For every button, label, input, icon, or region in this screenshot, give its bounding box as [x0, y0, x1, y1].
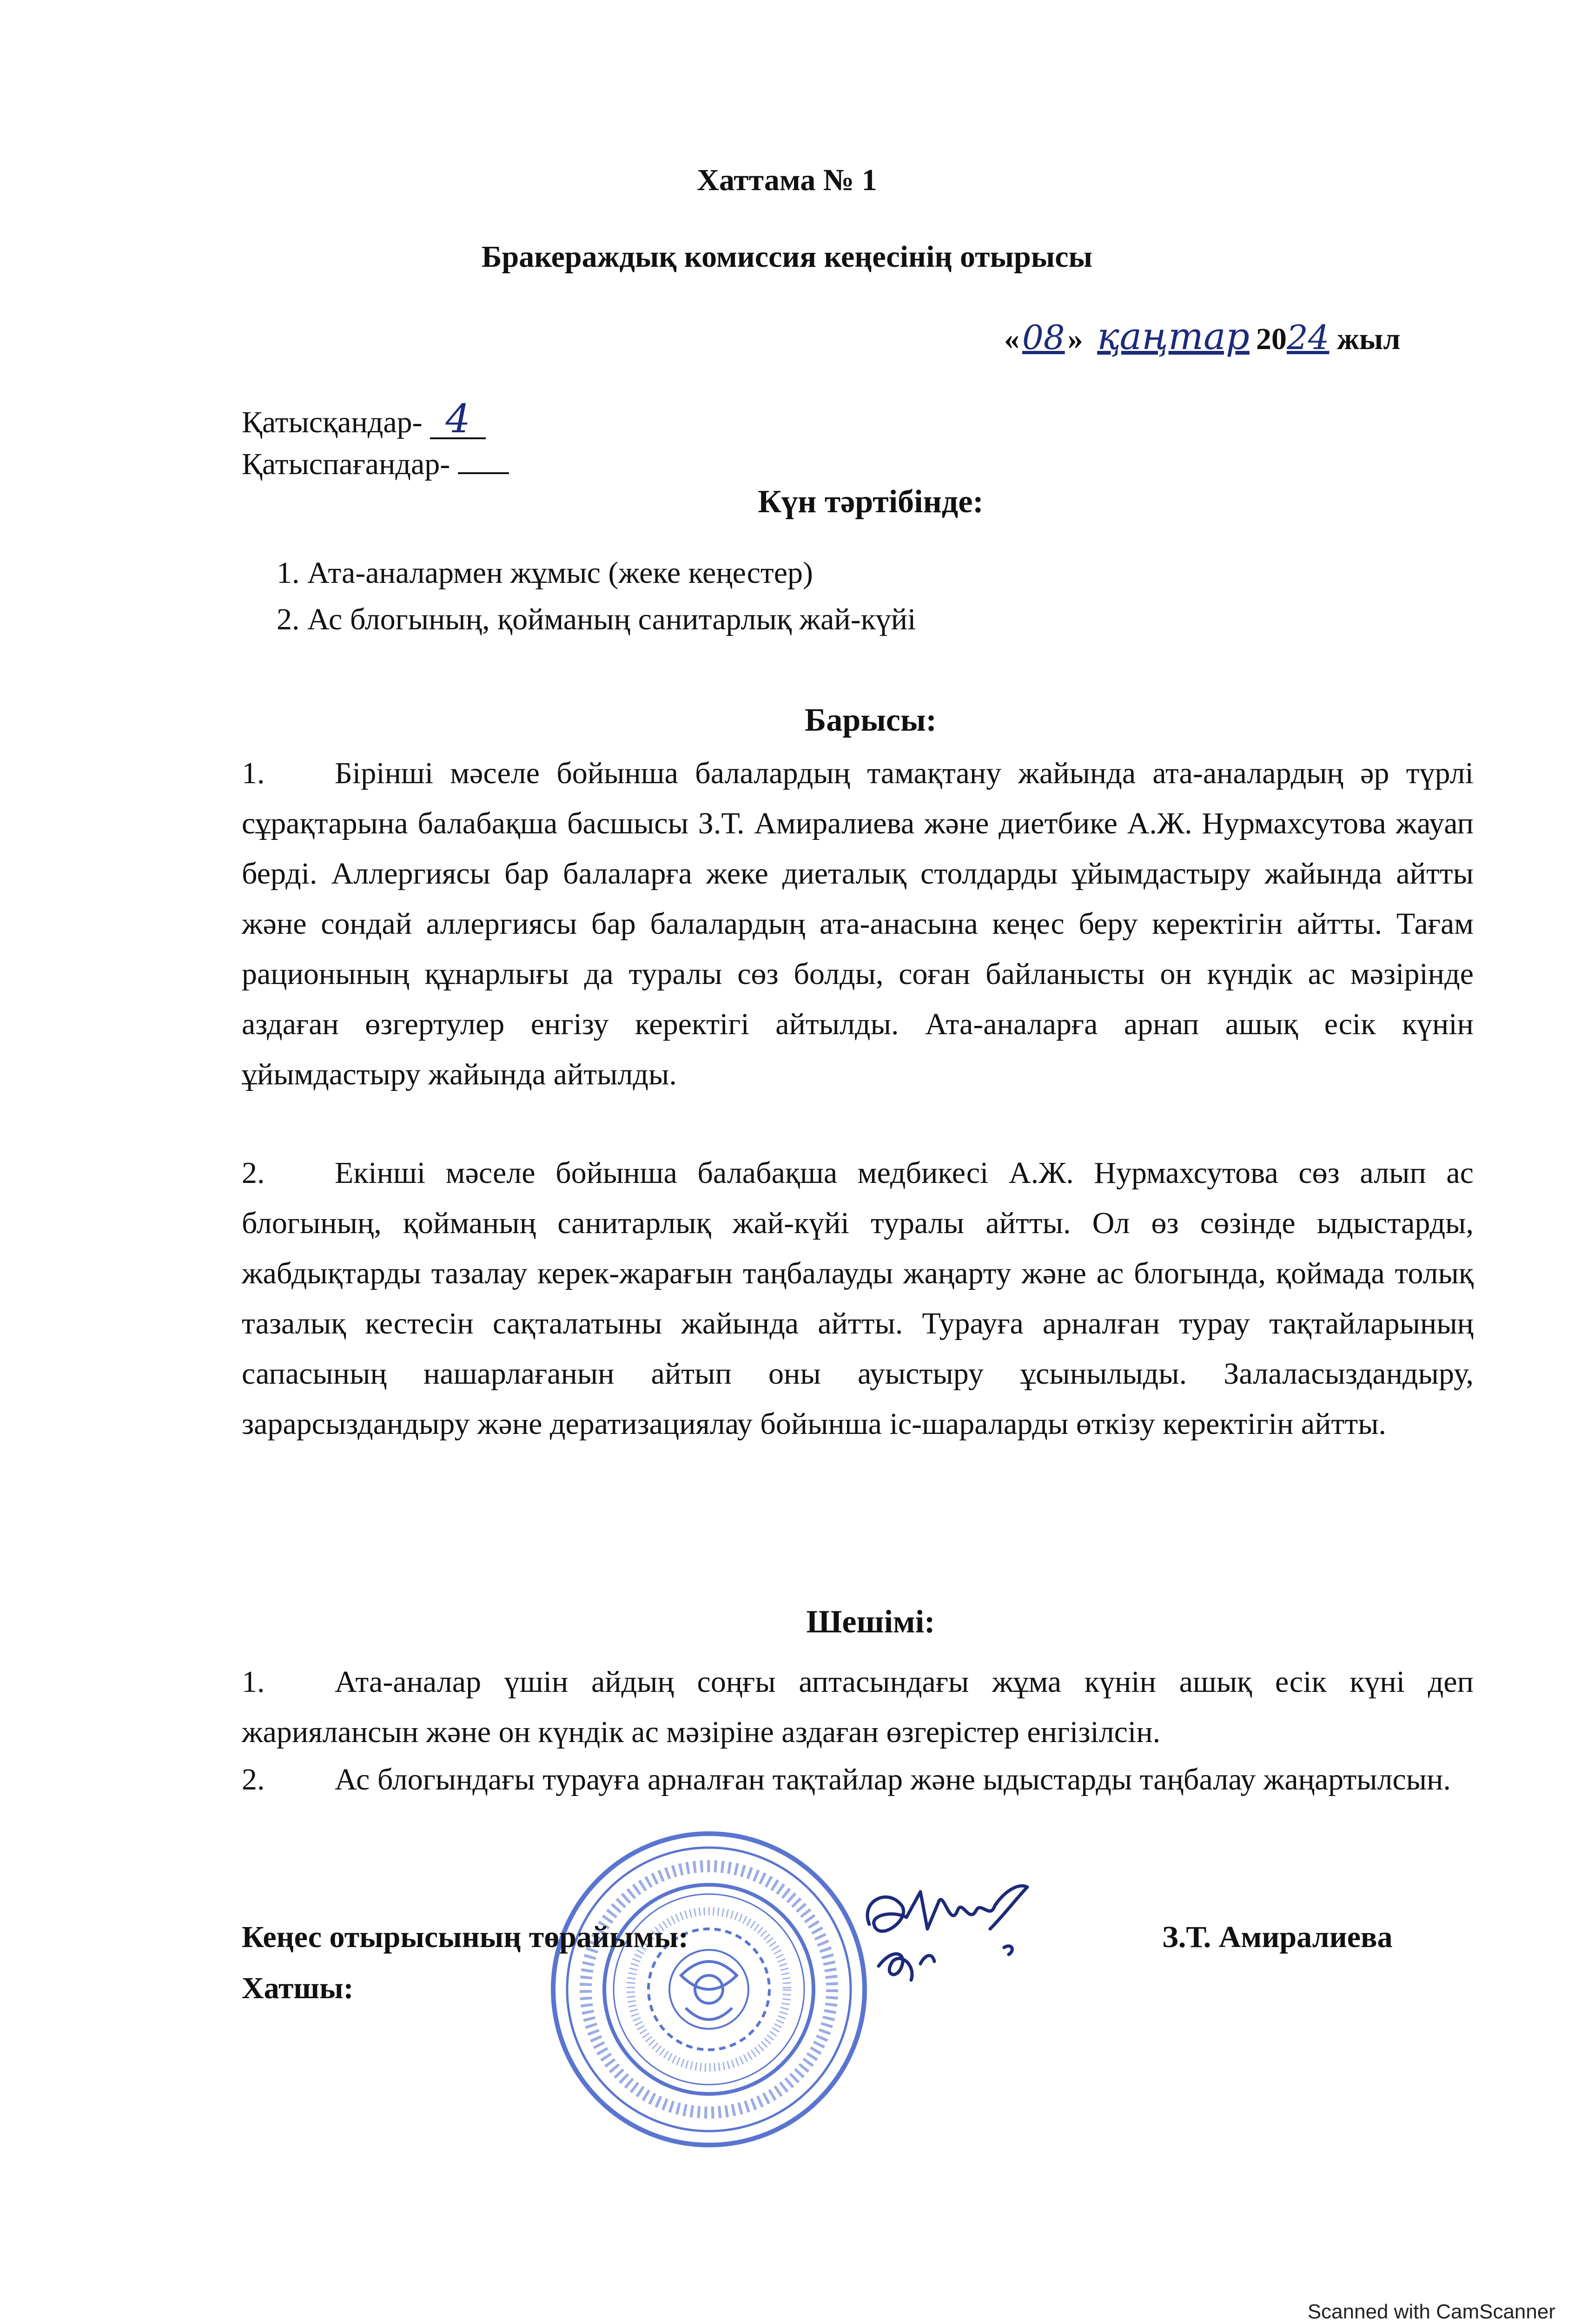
present-value: 4: [430, 400, 486, 439]
decision-item-2: [242, 1755, 1474, 1805]
proceedings-text: Екінші мәселе бойынша балабақша медбикесі А.Ж. Нурмахсутова сөз алып ас блогының, қойманың санитарлық жай-күйі туралы айтты. Ол өз сөзінде ыдыстарды, жабдықтарды тазалау керек-жарағын таңбалауды жаңарту және ас блогында, қоймада толық тазалық кестесін сақталатыны жайында айтты. Турауға арналған турау тақтайларының сапасының нашарлағанын айтып оны ауыстыру ұсынылыды. Залаласыздандыру, зарарсыздандыру және дератизациялау бойынша іс-шараларды өткізу керектігін айтты.: [242, 1156, 1474, 1441]
agenda-item: 1. Ата-аналармен жұмыс (жеке кеңестер): [277, 556, 813, 590]
decision-text: Ата-аналар үшін айдың соңғы аптасындағы жұма күнін ашық есік күні деп жариялансын және он күндік ас мәзіріне аздаған өзгерістер енгізілсін.: [242, 1665, 1474, 1749]
decision-item-1: [242, 1657, 1474, 1757]
date-suffix: жыл: [1337, 322, 1401, 356]
proceedings-text: Бірінші мәселе бойынша балалардың тамақтану жайында ата-аналардың әр түрлі сұрақтарына балабақша басшысы З.Т. Амиралиева және диетбике А.Ж. Нурмахсутова жауап берді. Аллергиясы бар балаларға жеке диеталық столдарды ұйымдастыру жайында айтты және сондай аллергиясы бар балалардың ата-анасына кеңес беру керектігін айтты. Тағам рационының құнарлығы да туралы сөз болды, соған байланысты он күндік ас мәзірінде аздаған өзгертулер енгізу керектігі айтылды. Ата-аналарға арнап ашық есік күнін ұйымдастыру жайында айтылды.: [242, 756, 1474, 1091]
camscanner-watermark: Scanned with CamScanner: [1307, 2300, 1555, 2323]
proceedings-number: 1.: [242, 756, 265, 790]
date-day: 08: [1022, 318, 1065, 357]
absent-label: Қатыспағандар-: [242, 447, 450, 481]
handwritten-signature-icon: [851, 1873, 1046, 1994]
proceedings-number: 2.: [242, 1156, 265, 1190]
date-line: [1004, 311, 1400, 364]
chair-label: Кеңес отырысының төрайымы:: [242, 1920, 688, 1954]
chair-name: З.Т. Амиралиева: [1162, 1920, 1393, 1954]
document-subtitle: Бракераждық комиссия кеңесінің отырысы: [481, 240, 1093, 274]
proceedings-item-2: [242, 1148, 1474, 1449]
decision-number: 1.: [242, 1665, 265, 1699]
proceedings-item-1: [242, 748, 1474, 1100]
date-year-suffix: 24: [1286, 318, 1329, 357]
decision-text: Ас блогындағы турауға арналған тақтайлар және ыдыстарды таңбалау жаңартылсын.: [335, 1763, 1451, 1796]
date-close-quote: »: [1067, 322, 1083, 356]
agenda-title: Күн тәртібінде:: [758, 484, 984, 520]
secretary-label: Хатшы:: [242, 1971, 354, 2005]
decision-title: Шешімі:: [806, 1604, 935, 1640]
present-label: Қатысқандар-: [242, 405, 423, 439]
date-month: қаңтар: [1097, 315, 1250, 358]
date-open-quote: «: [1004, 322, 1019, 356]
date-year-prefix: 20: [1256, 322, 1287, 356]
decision-number: 2.: [242, 1763, 265, 1796]
attendance-absent: [242, 439, 509, 489]
proceedings-title: Барысы:: [805, 702, 937, 738]
round-stamp-icon: [542, 1822, 876, 2157]
document-title: Хаттама № 1: [697, 163, 877, 197]
absent-value-blank: [458, 444, 509, 474]
agenda-item: 2. Ас блогының, қойманың санитарлық жай-күйі: [277, 602, 916, 636]
